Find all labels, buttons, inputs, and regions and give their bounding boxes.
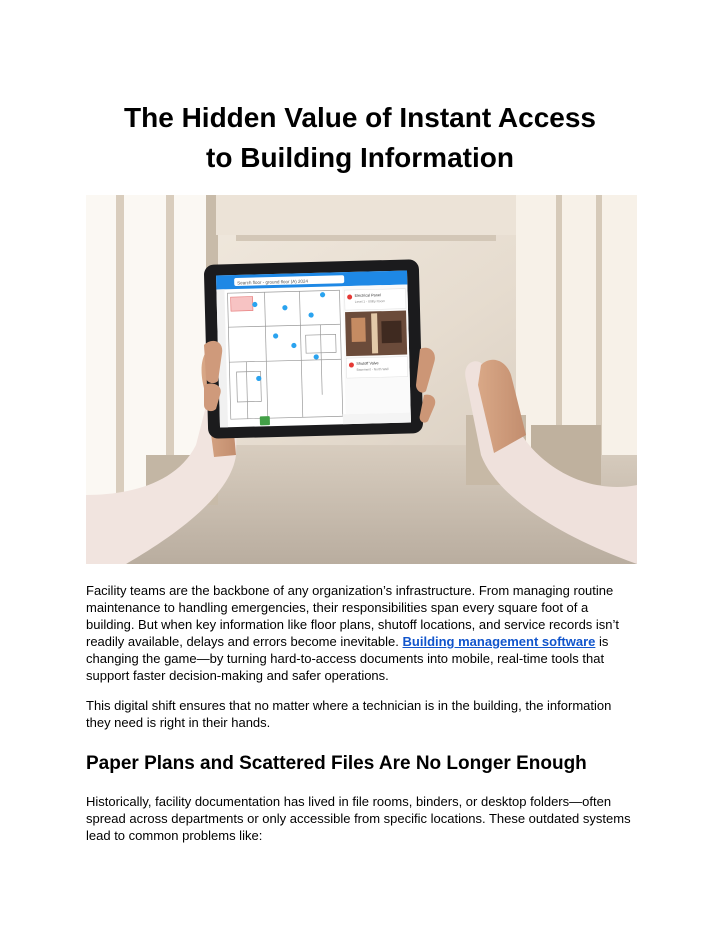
section-heading: Paper Plans and Scattered Files Are No Longer Enough xyxy=(86,753,587,774)
intro-text-after-link: is changing the game—by turning hard-to-access documents into mobile, real-time tools that support faster decision-making and safer operations. xyxy=(86,634,609,683)
tablet-card1-title: Electrical Panel xyxy=(354,293,381,298)
tablet-card1-sub: Level 1 - Utility Room xyxy=(354,299,386,304)
tablet-card2-sub: Basement - North Wall xyxy=(356,367,389,372)
intro-text-before-link: Facility teams are the backbone of any organization’s infrastructure. From managing routine maintenance to handling emergencies, their responsibilities span every square foot of a building. But when key information like floor plans, shutoff locations, and service records isn’t readily available, delays and errors become inevitable. xyxy=(86,583,620,649)
intro-paragraph xyxy=(86,582,638,684)
building-management-software-link[interactable]: Building management software xyxy=(402,634,596,649)
hero-photo xyxy=(86,195,637,564)
tablet-card2-title: Shutoff Valve xyxy=(356,361,379,366)
paragraph-historically: Historically, facility documentation has lived in file rooms, binders, or desktop folders—often spread across departments or only accessible from specific locations. These outdated systems lead to common problems like: xyxy=(86,794,631,843)
page-title xyxy=(60,98,660,178)
title-line-1: The Hidden Value of Instant Access xyxy=(124,102,596,133)
tablet-search-text: Search floor - ground floor (A) 2024 xyxy=(237,278,309,286)
title-line-2: to Building Information xyxy=(206,142,514,173)
hero-illustration xyxy=(86,195,637,564)
paragraph-digital-shift: This digital shift ensures that no matter where a technician is in the building, the information they need is right in their hands. xyxy=(86,698,612,730)
